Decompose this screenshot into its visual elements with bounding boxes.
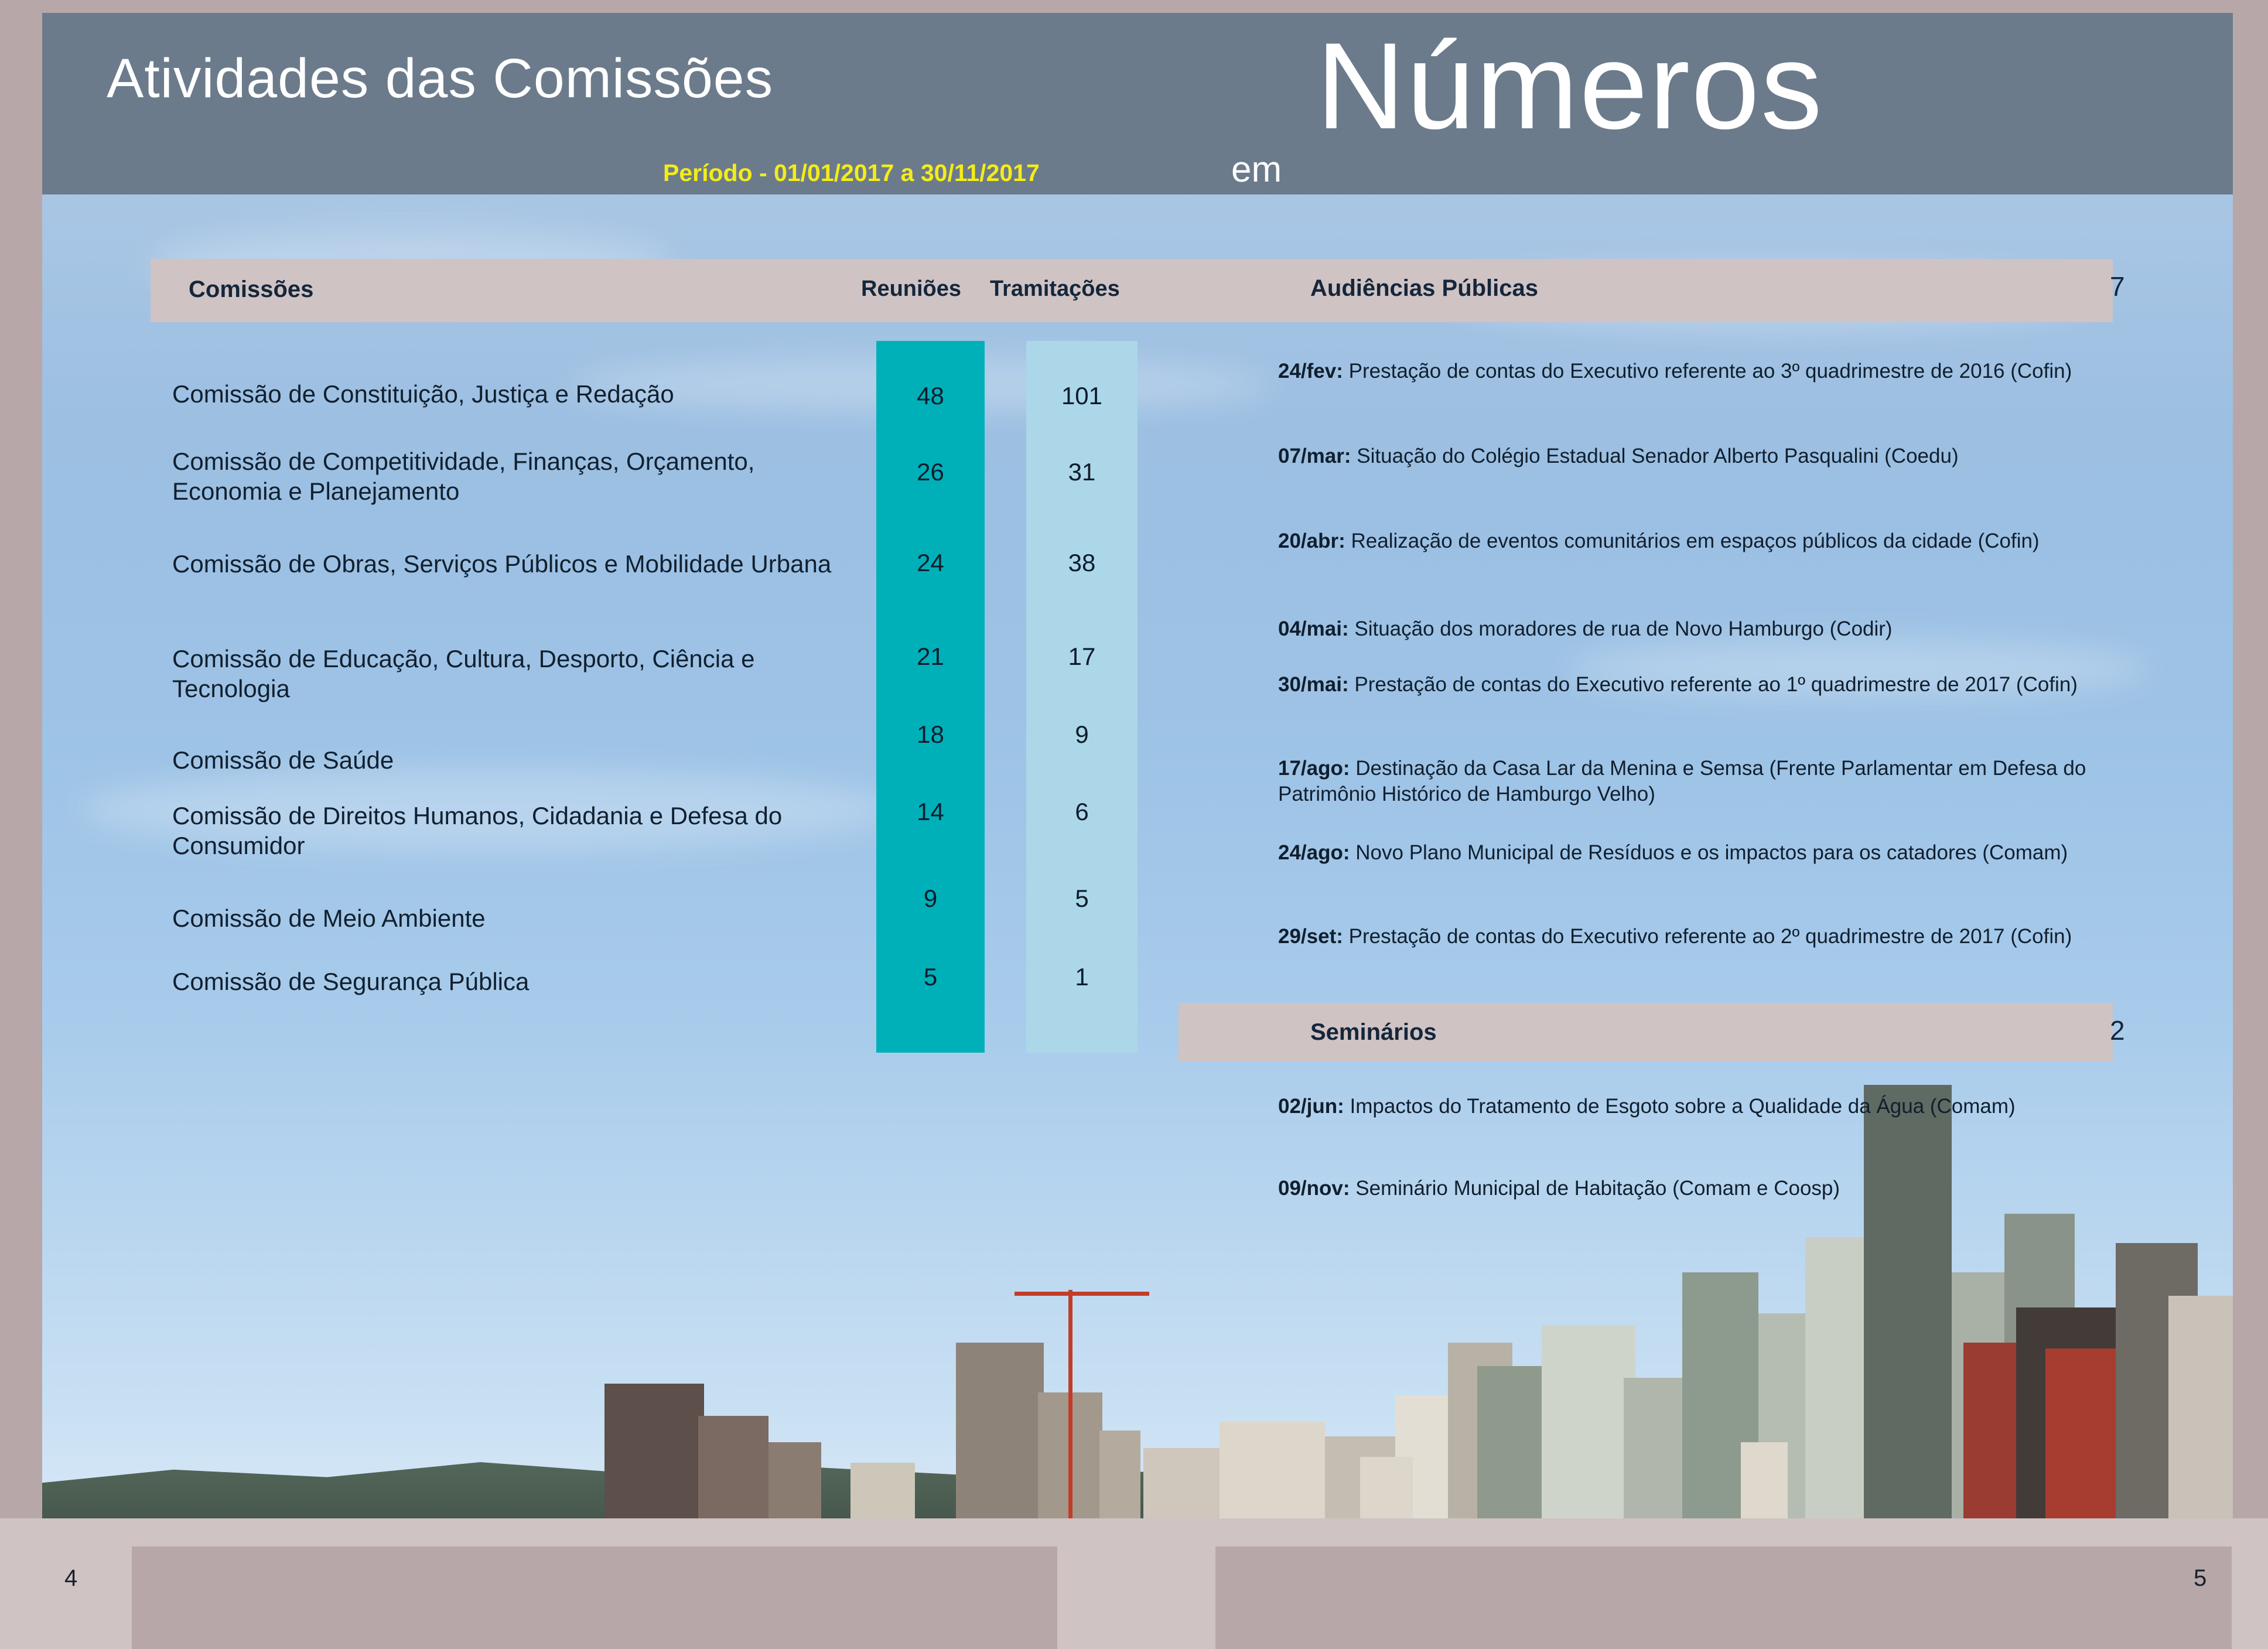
table-header-strip (151, 259, 2113, 322)
reunioes-column-band (876, 341, 985, 1053)
cell-tramitacoes: 9 (1075, 721, 1089, 748)
cell-tramitacoes: 38 (1068, 549, 1096, 576)
table-row: Comissão de Educação, Cultura, Desporto, Ciência e Tecnologia (172, 645, 755, 703)
seminario-text: Impactos do Tratamento de Esgoto sobre a Qualidade da Água (Comam) (1344, 1095, 2016, 1118)
page-title: Atividades das Comissões (107, 47, 774, 110)
cell-reunioes: 26 (917, 458, 944, 486)
audiencia-text: Prestação de contas do Executivo referente ao 1º quadrimestre de 2017 (Cofin) (1348, 673, 2078, 696)
tramitacoes-column-band (1026, 341, 1138, 1053)
audiencia-date: 07/mar: (1278, 445, 1351, 467)
page-frame-left (0, 0, 42, 1649)
audiencia-date: 24/ago: (1278, 841, 1350, 864)
cell-reunioes: 18 (917, 721, 944, 748)
title-numeros-word: Números (1316, 17, 1823, 155)
cell-tramitacoes: 17 (1068, 643, 1096, 670)
table-row: Comissão de Direitos Humanos, Cidadania e Defesa do Consumidor (172, 802, 783, 860)
cell-tramitacoes: 31 (1068, 458, 1096, 486)
list-item (1278, 756, 2139, 807)
table-row: Comissão de Constituição, Justiça e Redação (172, 380, 674, 408)
page-frame-top (0, 0, 2268, 13)
cell-reunioes: 14 (917, 798, 944, 825)
audiencia-date: 04/mai: (1278, 617, 1349, 640)
list-item (1278, 1176, 2127, 1201)
footer-block-right (1215, 1546, 2232, 1649)
list-item (1278, 672, 2139, 698)
footer-block-middle (1057, 1546, 1215, 1649)
page-number-right: 5 (2194, 1565, 2207, 1591)
audiencia-date: 20/abr: (1278, 530, 1345, 552)
audiencia-text: Novo Plano Municipal de Resíduos e os impactos para os catadores (Comam) (1350, 841, 2068, 864)
page-number-left: 4 (64, 1565, 78, 1591)
audiencia-text: Prestação de contas do Executivo referente ao 2º quadrimestre de 2017 (Cofin) (1343, 925, 2072, 948)
cell-tramitacoes: 1 (1075, 963, 1089, 991)
table-row: Comissão de Competitividade, Finanças, Orçamento, Economia e Planejamento (172, 448, 755, 506)
table-row: Comissão de Saúde (172, 746, 394, 774)
section-title-audiencias: Audiências Públicas (1310, 275, 1539, 301)
seminario-text: Seminário Municipal de Habitação (Comam e Coosp) (1350, 1177, 1840, 1200)
period-subtitle: Período - 01/01/2017 a 30/11/2017 (663, 159, 1040, 186)
footer-block-left (132, 1546, 1057, 1649)
column-header-tramitacoes: Tramitações (990, 276, 1120, 301)
spread-content (42, 13, 2233, 1518)
audiencia-text: Situação dos moradores de rua de Novo Hamburgo (Codir) (1348, 617, 1893, 640)
cell-tramitacoes: 101 (1061, 382, 1103, 409)
list-item (1278, 528, 2139, 554)
list-item (1278, 1094, 2127, 1119)
cell-reunioes: 5 (923, 963, 938, 991)
audiencia-text: Prestação de contas do Executivo referente ao 3º quadrimestre de 2016 (Cofin) (1343, 360, 2072, 383)
list-item (1278, 924, 2139, 950)
audiencia-date: 24/fev: (1278, 360, 1343, 383)
list-item (1278, 359, 2139, 384)
table-row: Comissão de Meio Ambiente (172, 904, 486, 932)
table-row: Comissão de Segurança Pública (172, 968, 530, 995)
audiencias-count: 7 (2110, 271, 2125, 302)
audiencia-text: Realização de eventos comunitários em espaços públicos da cidade (Cofin) (1345, 530, 2040, 552)
seminarios-count: 2 (2110, 1015, 2125, 1046)
list-item (1278, 616, 2139, 642)
cell-reunioes: 24 (917, 549, 944, 576)
list-item (1278, 840, 2139, 866)
seminario-date: 02/jun: (1278, 1095, 1344, 1118)
title-em-word: em (1231, 149, 1282, 190)
cell-reunioes: 48 (917, 382, 944, 409)
audiencia-date: 29/set: (1278, 925, 1343, 948)
audiencia-text: Destinação da Casa Lar da Menina e Semsa (Frente Parlamentar em Defesa do Patrimônio Histórico de Hamburgo Velho) (1278, 757, 2086, 806)
cell-reunioes: 9 (923, 885, 938, 912)
section-title-seminarios: Seminários (1310, 1019, 1437, 1045)
column-header-comissoes: Comissões (189, 276, 314, 302)
cell-tramitacoes: 5 (1075, 885, 1089, 912)
audiencia-text: Situação do Colégio Estadual Senador Alberto Pasqualini (Coedu) (1351, 445, 1959, 467)
cell-tramitacoes: 6 (1075, 798, 1089, 825)
cell-reunioes: 21 (917, 643, 944, 670)
page-frame-right (2233, 0, 2268, 1649)
column-header-reunioes: Reuniões (861, 276, 962, 301)
seminario-date: 09/nov: (1278, 1177, 1350, 1200)
table-row: Comissão de Obras, Serviços Públicos e Mobilidade Urbana (172, 550, 832, 578)
list-item (1278, 443, 2139, 469)
audiencia-date: 30/mai: (1278, 673, 1349, 696)
city-skyline (42, 1190, 2233, 1518)
audiencia-date: 17/ago: (1278, 757, 1350, 780)
